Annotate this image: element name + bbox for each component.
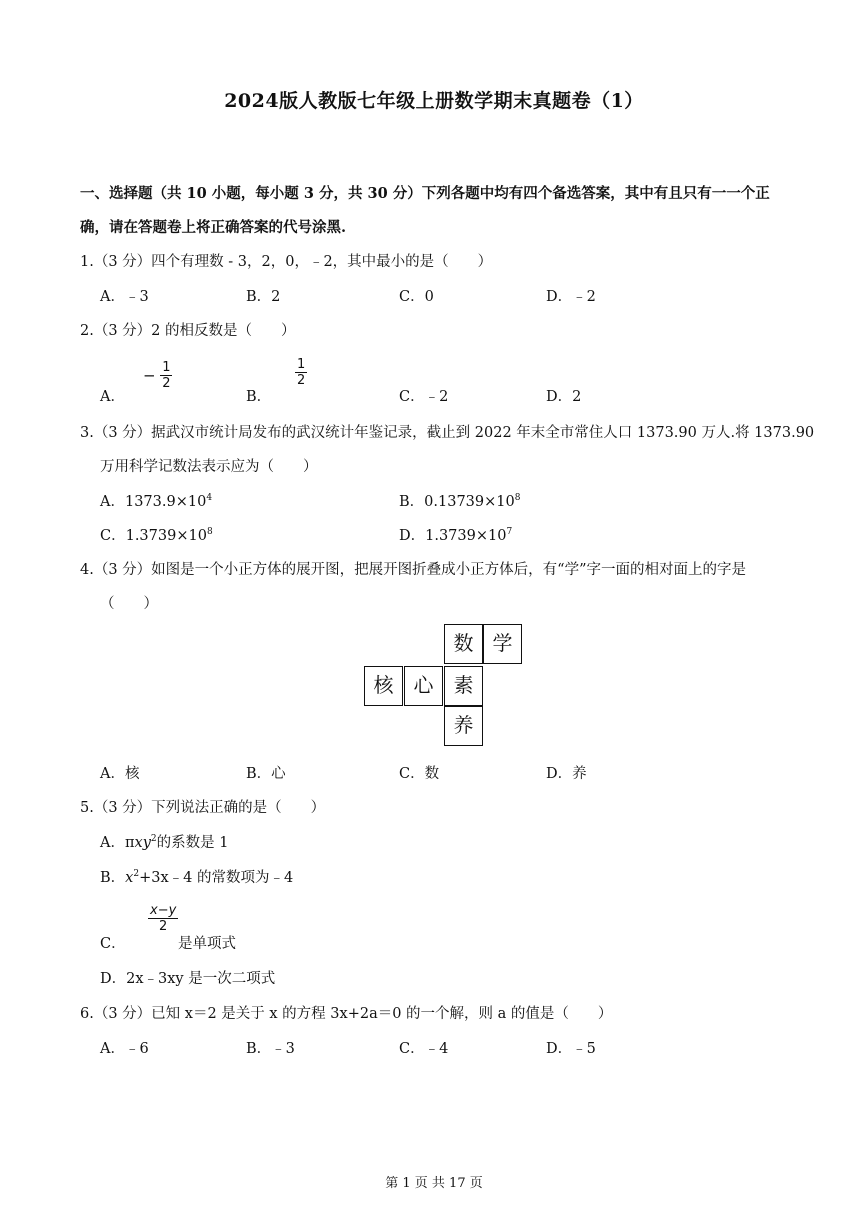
q2-b-numerator: 1 <box>297 357 306 372</box>
q5-a-label: A．π <box>100 835 135 851</box>
q5-a-rest: 的系数是 1 <box>156 835 229 851</box>
question-1-stem: 1.（3 分）四个有理数 ‐ 3，2，0，﹣2，其中最小的是（ ） <box>80 254 493 270</box>
q2-option-b-label: B． <box>246 389 272 405</box>
q5-option-a <box>100 831 228 852</box>
q6-option-d: D．﹣5 <box>546 1041 596 1057</box>
q5-c-frac <box>148 903 178 934</box>
q6-option-c: C．﹣4 <box>399 1041 449 1057</box>
net-cell-yang: 养 <box>444 706 483 746</box>
q2-option-a-label: A． <box>100 389 125 405</box>
q2-option-b-frac <box>295 357 307 388</box>
q2-option-d: D．2 <box>546 389 582 405</box>
q3-d-base: D．1.3739×10 <box>399 528 507 544</box>
q1-option-d: D．﹣2 <box>546 289 596 305</box>
q1-option-c: C．0 <box>399 289 434 305</box>
q5-a-exp: 2 <box>150 834 157 845</box>
question-3-stem-line1: 3.（3 分）据武汉市统计局发布的武汉统计年鉴记录，截止到 2022 年末全市常住人口 1373.90 万人.将 1373.90 <box>80 425 815 441</box>
q2-option-a-fraction <box>143 360 172 391</box>
q4-option-c: C．数 <box>399 766 440 782</box>
q3-a-base: A．1373.9×10 <box>100 494 207 510</box>
question-5-stem: 5.（3 分）下列说法正确的是（ ） <box>80 800 326 816</box>
question-6-stem: 6.（3 分）已知 x＝2 是关于 x 的方程 3x+2a＝0 的一个解，则 a 的值是（ ） <box>80 1006 613 1022</box>
q5-option-c-rest: 是单项式 <box>178 936 236 952</box>
q1-option-a: A．﹣3 <box>100 289 149 305</box>
question-4-stem-line1: 4.（3 分）如图是一个小正方体的展开图，把展开图折叠成小正方体后，有“学”字一面的相对面上的字是 <box>80 562 746 578</box>
question-3-stem-line2: 万用科学记数法表示应为（ ） <box>100 459 318 475</box>
question-2-stem: 2.（3 分）2 的相反数是（ ） <box>80 323 296 339</box>
q2-option-a-frac <box>160 360 172 391</box>
q4-option-a: A．核 <box>100 766 140 782</box>
q3-d-exp: 7 <box>506 527 513 538</box>
question-4-stem-line2: （ ） <box>100 596 158 612</box>
q5-b-rest: +3x﹣4 的常数项为﹣4 <box>139 870 294 886</box>
page-title: 2024版人教版七年级上册数学期末真题卷（1） <box>224 90 644 112</box>
net-cell-he: 核 <box>364 666 403 706</box>
q3-option-c <box>100 524 213 545</box>
q4-option-d: D．养 <box>546 766 587 782</box>
q1-option-b: B．2 <box>246 289 281 305</box>
q6-option-a: A．﹣6 <box>100 1041 149 1057</box>
q5-option-d: D．2x﹣3xy 是一次二项式 <box>100 971 276 987</box>
section-heading-line1: 一、选择题（共 10 小题，每小题 3 分，共 30 分）下列各题中均有四个备选答案，其中有且只有一一个正 <box>80 185 770 202</box>
q4-option-b: B．心 <box>246 766 286 782</box>
q5-b-exp: 2 <box>133 869 140 880</box>
q3-b-exp: 8 <box>514 493 521 504</box>
q5-option-b <box>100 866 293 887</box>
page-footer: 第 1 页 共 17 页 <box>385 1176 483 1191</box>
q5-b-var: x <box>125 870 134 886</box>
q6-option-b: B．﹣3 <box>246 1041 295 1057</box>
q5-b-label: B． <box>100 870 126 886</box>
q5-option-c-label: C． <box>100 936 126 952</box>
q5-c-numerator: x−y <box>150 903 177 918</box>
q3-c-exp: 8 <box>206 527 213 538</box>
q3-option-d <box>399 524 512 545</box>
q3-c-base: C．1.3739×10 <box>100 528 207 544</box>
section-heading-line2: 确，请在答题卷上将正确答案的代号涂黑. <box>80 219 347 236</box>
q3-a-exp: 4 <box>206 493 213 504</box>
q2-option-a-sign: − <box>143 366 156 385</box>
q2-a-denominator: 2 <box>162 376 171 391</box>
net-cell-shu: 数 <box>444 624 483 664</box>
q3-option-a <box>100 490 212 511</box>
q2-b-denominator: 2 <box>297 373 306 388</box>
q5-a-var: xy <box>134 835 151 851</box>
q2-option-b-fraction <box>295 357 307 388</box>
q3-option-b <box>399 490 520 511</box>
q3-b-base: B．0.13739×10 <box>399 494 515 510</box>
q5-option-c-fraction <box>148 903 178 934</box>
net-cell-xue: 学 <box>483 624 522 664</box>
q2-option-c: C．﹣2 <box>399 389 449 405</box>
q5-c-denominator: 2 <box>159 919 168 934</box>
q2-a-numerator: 1 <box>162 360 171 375</box>
net-cell-su: 素 <box>444 666 483 706</box>
cube-net-figure <box>364 624 526 748</box>
net-cell-xin: 心 <box>404 666 443 706</box>
